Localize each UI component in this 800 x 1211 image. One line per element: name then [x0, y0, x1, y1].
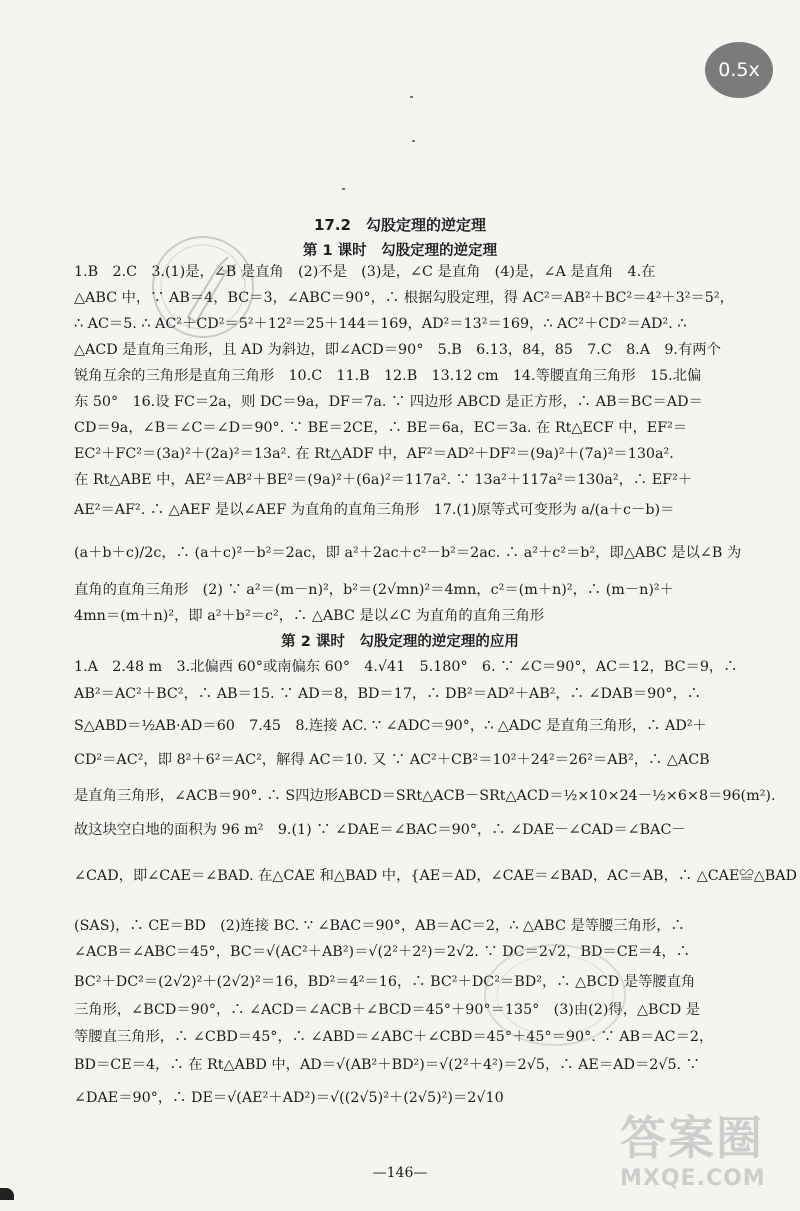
answer-line: BD＝CE＝4，∴ 在 Rt△ABD 中，AD＝√(AB²＋BD²)＝√(2²＋4²)＝2√5，∴ AE＝AD＝2√5. ∵ [74, 1057, 700, 1073]
faint-stamp-icon [480, 940, 630, 1050]
answer-line: ∠DAE＝90°，∴ DE＝√(AE²＋AD²)＝√((2√5)²＋(2√5)²)＝2√10 [74, 1090, 504, 1106]
answer-line: 故这块空白地的面积为 96 m² 9.(1) ∵ ∠DAE＝∠BAC＝90°，∴ ∠DAE－∠CAD＝∠BAC－ [74, 822, 686, 838]
scan-speck [342, 188, 345, 190]
answer-line: (SAS)，∴ CE＝BD (2)连接 BC. ∵ ∠BAC＝90°，AB＝AC＝2，∴ △ABC 是等腰三角形，∴ [74, 918, 685, 934]
answer-line: AB²＝AC²＋BC²，∴ AB＝15. ∵ AD＝8，BD＝17，∴ DB²＝AD²＋AB²，∴ ∠DAB＝90°，∴ [74, 686, 702, 702]
answer-line: AE²＝AF². ∴ △AEF 是以∠AEF 为直角的直角三角形 17.(1)原等式可变形为 a/(a＋c－b)＝ [74, 502, 675, 518]
watermark-logo-text: 答案圈 [620, 1111, 764, 1165]
watermark-url: MXQE.COM [620, 1166, 766, 1191]
answer-line: 等腰直三角形，∴ ∠CBD＝45°，∴ ∠ABD＝∠ABC＋∠CBD＝45°＋45°＝90°. ∵ AB＝AC＝2， [74, 1029, 714, 1045]
answer-line: CD＝9a，∠B＝∠C＝∠D＝90°. ∵ BE＝2CE，∴ BE＝6a，EC＝3a. 在 Rt△ECF 中，EF²＝ [74, 420, 688, 436]
answer-line: △ACD 是直角三角形，且 AD 为斜边，即∠ACD＝90° 5.B 6.13，84，85 7.C 8.A 9.有两个 [74, 342, 721, 358]
page-number: —146— [372, 1165, 428, 1181]
playback-speed-badge[interactable]: 0.5x [705, 42, 773, 98]
answer-line: ∠ACB＝∠ABC＝45°，BC＝√(AC²＋AB²)＝√(2²＋2²)＝2√2. ∵ DC＝2√2，BD＝CE＝4，∴ [74, 944, 691, 960]
answer-line: S△ABD＝½AB·AD＝60 7.45 8.连接 AC. ∵ ∠ADC＝90°，∴ △ADC 是直角三角形，∴ AD²＋ [74, 718, 707, 734]
answer-line: ∠CAD，即∠CAE＝∠BAD. 在△CAE 和△BAD 中，{AE＝AD，∠CAE＝∠BAD，AC＝AB，∴ △CAE≌△BAD [74, 868, 797, 884]
answer-line: CD²＝AC²，即 8²＋6²＝AC²，解得 AC＝10. 又 ∵ AC²＋CB²＝10²＋24²＝26²＝AB²，∴ △ACB [74, 752, 710, 768]
answer-line: 是直角三角形，∠ACB＝90°. ∴ S四边形ABCD＝SRt△ACB－SRt△ACD＝½×10×24－½×6×8＝96(m²). [74, 788, 776, 804]
page-corner-mark [0, 1188, 14, 1200]
answer-line: 4mn＝(m＋n)²，即 a²＋b²＝c²，∴ △ABC 是以∠C 为直角的直角三角形 [74, 608, 545, 624]
lesson-1-title: 第 1 课时 勾股定理的逆定理 [302, 243, 498, 259]
answer-line: 锐角互余的三角形是直角三角形 10.C 11.B 12.B 13.12 cm 14.等腰直角三角形 15.北偏 [74, 368, 702, 384]
site-watermark-logo [620, 1110, 780, 1205]
scan-speck [410, 96, 413, 98]
answer-line: 在 Rt△ABE 中，AE²＝AB²＋BE²＝(9a)²＋(6a)²＝117a². ∵ 13a²＋117a²＝130a²，∴ EF²＋ [74, 472, 693, 488]
answer-line: BC²＋DC²＝(2√2)²＋(2√2)²＝16，BD²＝4²＝16，∴ BC²＋DC²＝BD²，∴ △BCD 是等腰直角 [74, 974, 696, 990]
answer-line: 1.B 2.C 3.(1)是，∠B 是直角 (2)不是 (3)是，∠C 是直角 (4)是，∠A 是直角 4.在 [74, 264, 656, 280]
answer-line: EC²＋FC²＝(3a)²＋(2a)²＝13a². 在 Rt△ADF 中，AF²＝AD²＋DF²＝(9a)²＋(7a)²＝130a². [74, 446, 674, 462]
lesson-2-title: 第 2 课时 勾股定理的逆定理的应用 [281, 634, 519, 650]
answer-line: ∴ AC＝5. ∴ AC²＋CD²＝5²＋12²＝25＋144＝169，AD²＝13²＝169，∴ AC²＋CD²＝AD². ∴ [74, 316, 687, 332]
answer-line: (a＋b＋c)/2c，∴ (a＋c)²－b²＝2ac，即 a²＋2ac＋c²－b²＝2ac. ∴ a²＋c²＝b²，即△ABC 是以∠B 为 [74, 545, 742, 561]
answer-line: △ABC 中，∵ AB＝4，BC＝3，∠ABC＝90°，∴ 根据勾股定理，得 AC²＝AB²＋BC²＝4²＋3²＝5²， [74, 290, 734, 306]
section-title: 17.2 勾股定理的逆定理 [313, 216, 486, 234]
answer-line: 直角的直角三角形 (2) ∵ a²＝(m－n)²，b²＝(2√mn)²＝4mn，c²＝(m＋n)²，∴ (m－n)²＋ [74, 582, 674, 598]
answer-line: 1.A 2.48 m 3.北偏西 60°或南偏东 60° 4.√41 5.180° 6. ∵ ∠C＝90°，AC＝12，BC＝9，∴ [74, 659, 738, 675]
answer-line: 东 50° 16.设 FC＝2a，则 DC＝9a，DF＝7a. ∵ 四边形 ABCD 是正方形，∴ AB＝BC＝AD＝ [74, 394, 703, 410]
scan-speck [412, 140, 415, 142]
answer-line: 三角形，∠BCD＝90°，∴ ∠ACD＝∠ACB＋∠BCD＝45°＋90°＝135° (3)由(2)得，△BCD 是 [74, 1002, 701, 1018]
